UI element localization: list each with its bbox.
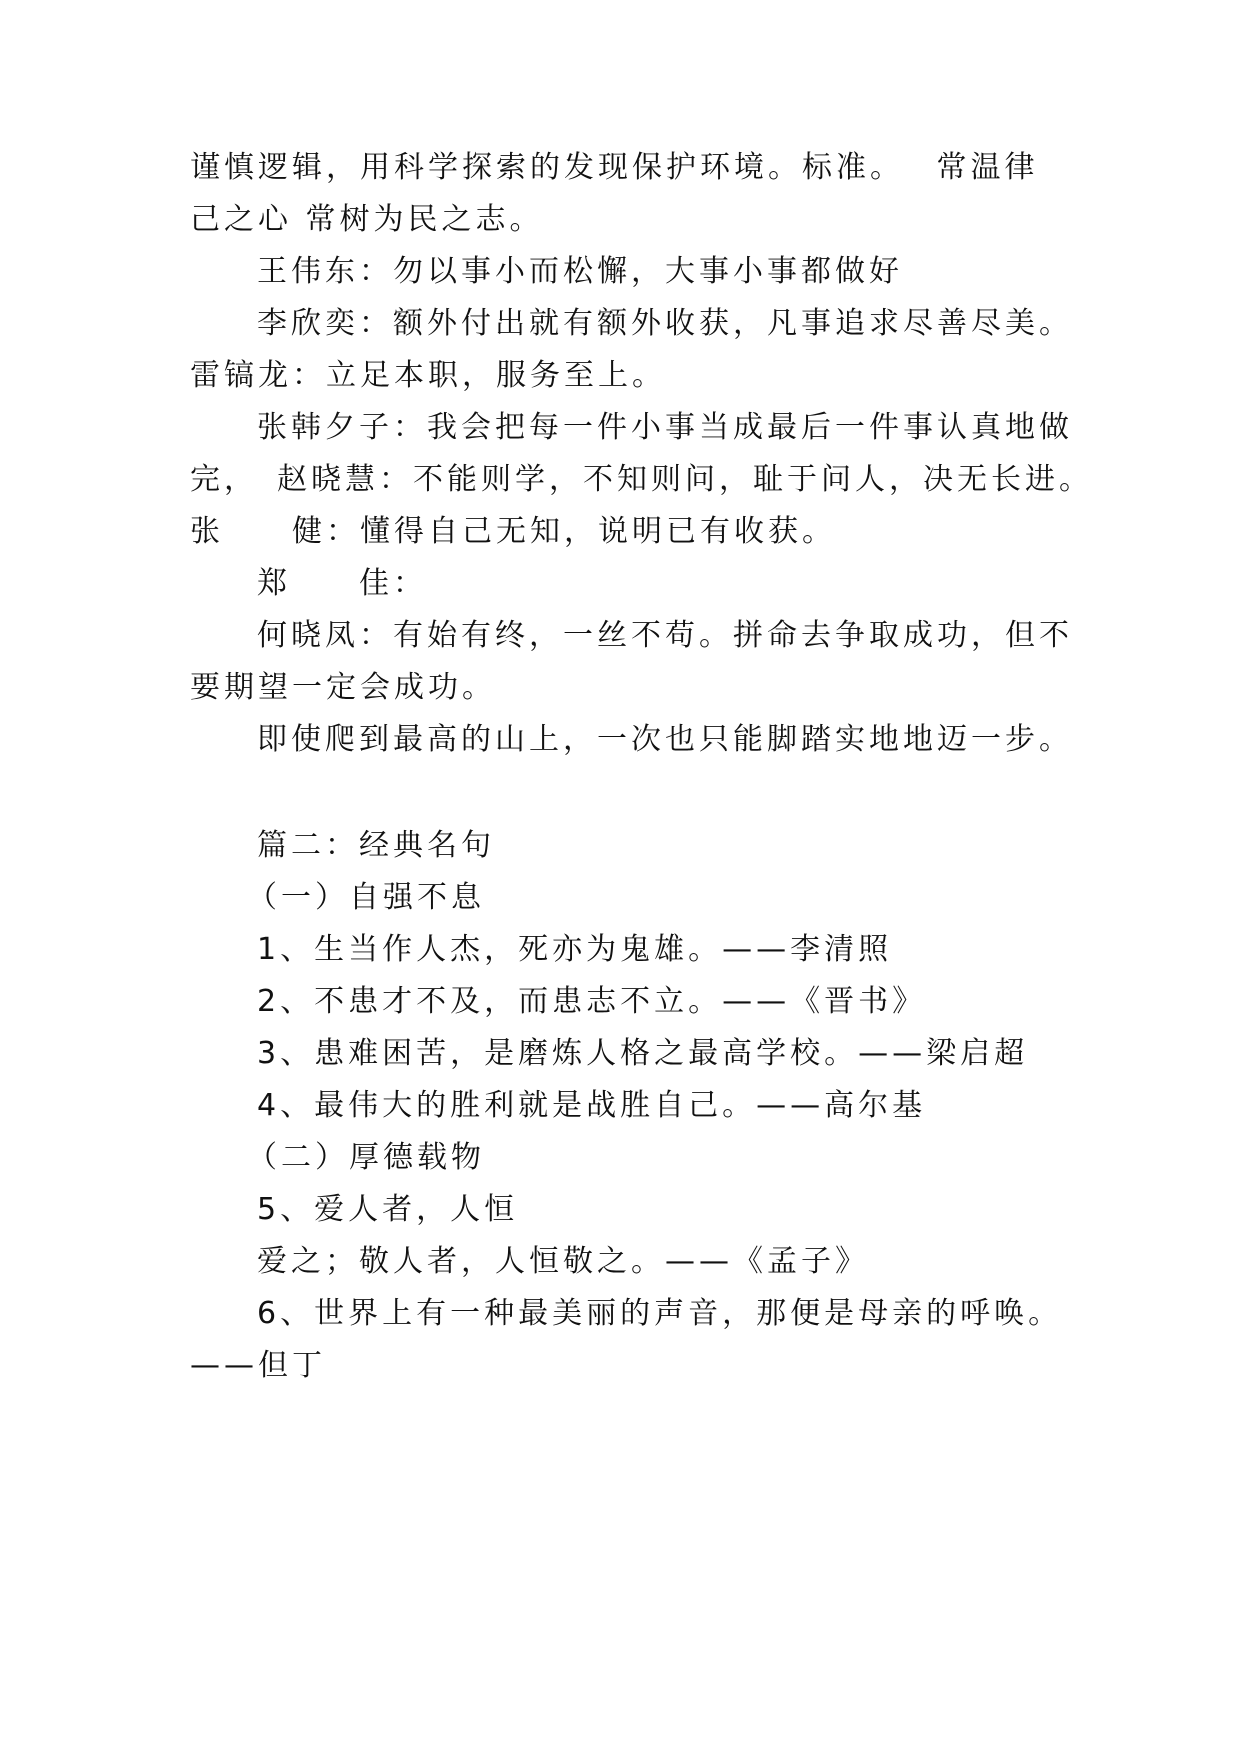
quote-item-6: 6、世界上有一种最美丽的声音，那便是母亲的呼唤。 — [257, 1296, 1063, 1331]
quote-item-3: 3、患难困苦，是磨炼人格之最高学校。——梁启超 — [257, 1036, 1029, 1071]
quote-item-4: 4、最伟大的胜利就是战胜自己。——高尔基 — [257, 1088, 927, 1123]
text-line-11: 要期望一定会成功。 — [190, 670, 496, 705]
text-line-8: 张 健：懂得自己无知，说明已有收获。 — [190, 514, 836, 549]
text-line-6: 张韩夕子：我会把每一件小事当成最后一件事认真地做 — [257, 410, 1073, 445]
text-line-5: 雷镐龙：立足本职，服务至上。 — [190, 358, 666, 393]
text-line-3: 王伟东：勿以事小而松懈，大事小事都做好 — [257, 254, 903, 289]
quote-item-2: 2、不患才不及，而患志不立。——《晋书》 — [257, 984, 927, 1019]
text-line-1: 谨慎逻辑，用科学探索的发现保护环境。标准。 常温律 — [190, 150, 1039, 185]
section-heading: 篇二：经典名句 — [257, 828, 495, 863]
text-line-4: 李欣奕：额外付出就有额外收获，凡事追求尽善尽美。 — [257, 306, 1073, 341]
quote-item-5-continued: 爱之；敬人者，人恒敬之。——《孟子》 — [257, 1244, 869, 1279]
text-line-2: 己之心 常树为民之志。 — [190, 202, 544, 237]
subsection-heading-1: （一）自强不息 — [247, 880, 485, 915]
text-line-7: 完， 赵晓慧：不能则学，不知则问，耻于问人，决无长进。 — [190, 462, 1093, 497]
subsection-heading-2: （二）厚德载物 — [247, 1140, 485, 1175]
text-line-12: 即使爬到最高的山上，一次也只能脚踏实地地迈一步。 — [257, 722, 1073, 757]
quote-item-5: 5、爱人者，人恒 — [257, 1192, 519, 1227]
text-line-9: 郑 佳： — [257, 566, 427, 601]
text-line-10: 何晓凤：有始有终，一丝不苟。拼命去争取成功，但不 — [257, 618, 1073, 653]
quote-item-6-author: ——但丁 — [190, 1348, 326, 1383]
quote-item-1: 1、生当作人杰，死亦为鬼雄。——李清照 — [257, 932, 893, 967]
